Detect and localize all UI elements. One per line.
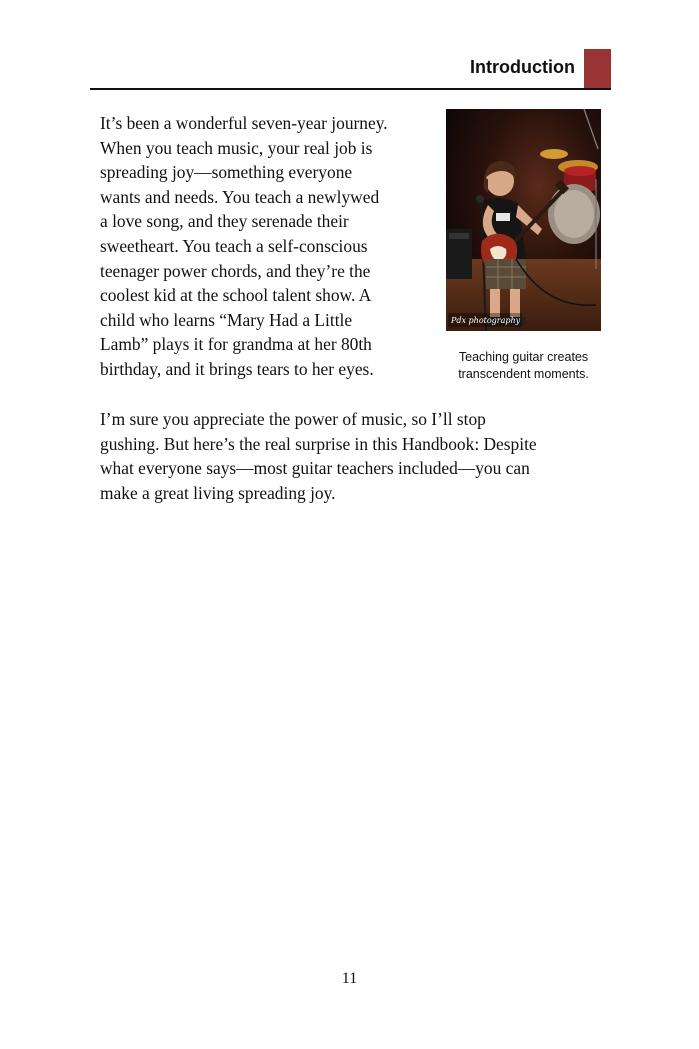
paragraph-line: Lamb” plays it for grandma at her 80th <box>100 334 372 355</box>
paragraph-line: a love song, and they serenade their <box>100 211 349 232</box>
chapter-tab-marker <box>584 49 611 89</box>
paragraph-line: what everyone says—most guitar teachers included—you can <box>100 458 530 479</box>
paragraph-line: child who learns “Mary Had a Little <box>100 309 353 330</box>
paragraph-line: I’m sure you appreciate the power of music, so I’ll stop <box>100 409 486 429</box>
paragraph-line: teenager power chords, and they’re the <box>100 260 371 281</box>
paragraph-line: wants and needs. You teach a newlywed <box>100 186 380 207</box>
paragraph-line: gushing. But here’s the real surprise in this Handbook: Despite <box>100 433 537 454</box>
body-paragraph <box>100 407 600 505</box>
paragraph-line: spreading joy—something everyone <box>100 162 353 183</box>
paragraph-line: When you teach music, your real job is <box>100 137 373 158</box>
guitar-player-photo <box>446 109 601 331</box>
paragraph-line: make a great living spreading joy. <box>100 482 336 503</box>
caption-line: Teaching guitar creates <box>458 350 589 364</box>
header-rule <box>90 88 611 90</box>
intro-paragraph <box>100 111 432 382</box>
paragraph-line: coolest kid at the school talent show. A <box>100 285 372 306</box>
photo-caption <box>446 349 601 383</box>
paragraph-line: sweetheart. You teach a self-conscious <box>100 235 368 256</box>
paragraph-line: birthday, and it brings tears to her eyes. <box>100 358 374 379</box>
page-number: 11 <box>341 970 358 987</box>
photo-watermark: Pdx photography <box>451 316 521 325</box>
guitar-photo-figure <box>446 109 601 331</box>
caption-line: transcendent moments. <box>458 367 589 381</box>
paragraph-line: It’s been a wonderful seven-year journey. <box>100 113 388 133</box>
chapter-title: Introduction <box>470 57 575 77</box>
